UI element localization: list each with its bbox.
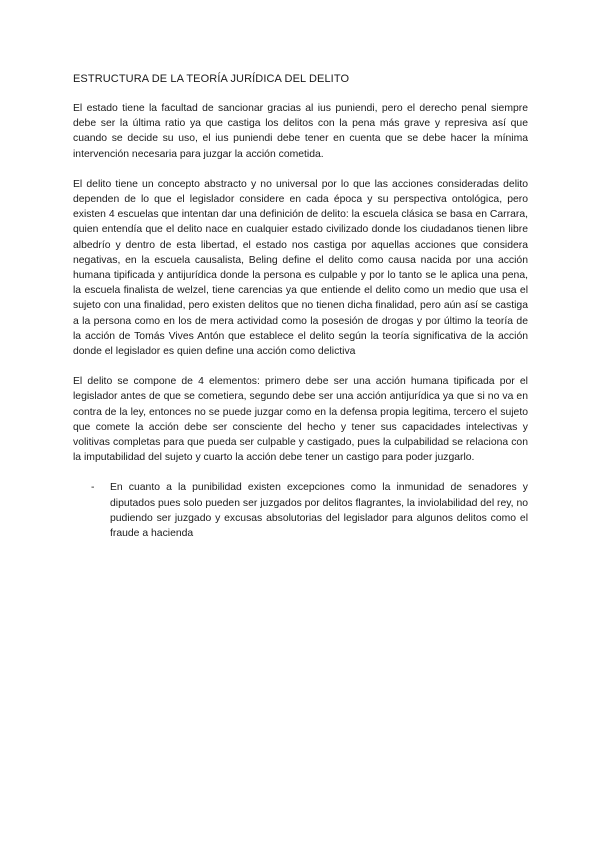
bullet-text: En cuanto a la punibilidad existen excepciones como la inmunidad de senadores y diputados pues solo pueden ser juzgados por delitos flagrantes, la inviolabilidad del rey, no pudiendo ser juzgado y excusas absolutorias del legislador para algunos delitos como el fraude a hacienda	[110, 482, 529, 540]
paragraph-elementos-delito: El delito se compone de 4 elementos: primero debe ser una acción humana tipificada por el legislador antes de que se cometiera, segundo debe ser una acción antijurídica ya que si no va en contra de la ley, entonces no se puede juzgar como en la defensa propia legitima, tercero el sujeto que comete la acción debe ser consciente del hecho y tener sus capacidades intelectivas y volitivas completas para que pueda ser culpable y castigado, pues la culpabilidad se relaciona con la imputabilidad del sujeto y cuarto la acción debe tener un castigo para poder juzgarlo.	[73, 376, 528, 464]
bullet-list	[73, 480, 528, 541]
paragraph-ius-puniendi: El estado tiene la facultad de sancionar gracias al ius puniendi, pero el derecho penal siempre debe ser la última ratio ya que castiga los delitos con la pena más grave y represiva así que cuando se decide su uso, el ius puniendi debe tener en cuenta que se debe hacer la mínima intervención necesaria para juzgar la acción cometida.	[73, 103, 528, 160]
list-item	[73, 480, 528, 541]
bullet-dash-icon: -	[91, 482, 95, 494]
document-page	[73, 72, 528, 541]
document-title: ESTRUCTURA DE LA TEORÍA JURÍDICA DEL DELITO	[73, 73, 350, 85]
paragraph-escuelas-delito: El delito tiene un concepto abstracto y no universal por lo que las acciones consideradas delito dependen de lo que el legislador considere en cada época y su perspectiva ontológica, pero existen 4 escuelas que intentan dar una definición de delito: la escuela clásica se basa en Carrara, quien entendía que el delito nace en cualquier estado civilizado donde los ciudadanos tienen libre albedrío y dentro de esta libertad, el estado nos castiga por aquellas acciones que considera negativas, en la escuela causalista, Beling define el delito como causa nacida por una acción humana tipificada y antijurídica donde la persona es culpable y por lo tanto se le aplica una pena, la escuela finalista de welzel, tiene carencias ya que entiende el delito como un medio que usa el sujeto con una finalidad, pero existen delitos que no tienen dicha finalidad, pero aún así se castiga a la persona como en los de mera actividad como la posesión de drogas y por último la teoría de la acción de Tomás Vives Antón que establece el delito según la teoría significativa de la acción donde el legislador es quien define una acción como delictiva	[73, 178, 528, 358]
